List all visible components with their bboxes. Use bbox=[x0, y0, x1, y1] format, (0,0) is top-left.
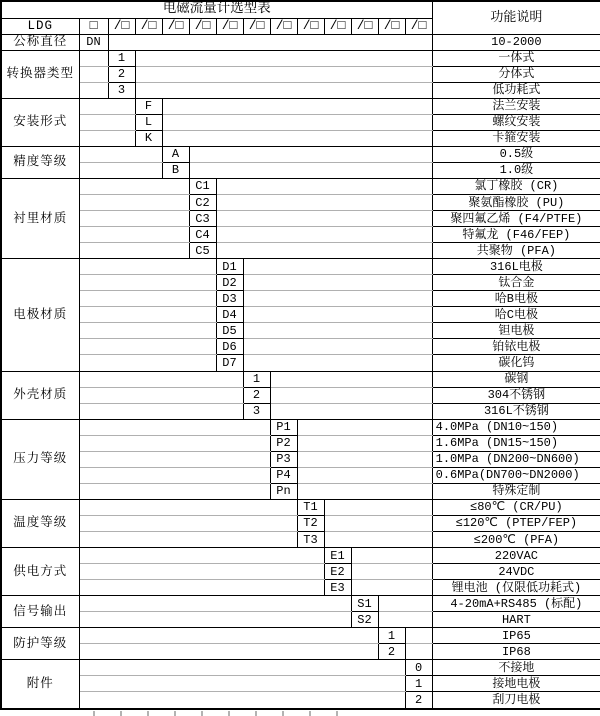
grid-spacer bbox=[79, 467, 270, 483]
option-code: 3 bbox=[108, 82, 135, 98]
option-code: D1 bbox=[216, 259, 243, 275]
grid-spacer bbox=[79, 403, 243, 419]
grid-spacer bbox=[79, 195, 189, 211]
grid-spacer bbox=[79, 548, 324, 564]
option-code: T1 bbox=[297, 499, 324, 515]
option-code: C4 bbox=[189, 227, 216, 243]
cropped-next-row-gridline-stubs bbox=[93, 711, 356, 716]
grid-spacer bbox=[79, 50, 108, 66]
option-desc: ≤120℃ (PTEP/FEP) bbox=[432, 515, 600, 531]
grid-spacer bbox=[243, 307, 432, 323]
grid-spacer bbox=[243, 355, 432, 371]
option-code: D4 bbox=[216, 307, 243, 323]
grid-spacer bbox=[324, 532, 432, 548]
model-code-slot: /□ bbox=[351, 18, 378, 34]
grid-spacer bbox=[79, 612, 351, 628]
option-desc: 碳化钨 bbox=[432, 355, 600, 371]
grid-spacer bbox=[79, 275, 216, 291]
grid-spacer bbox=[79, 98, 135, 114]
grid-spacer bbox=[270, 403, 432, 419]
option-code: 2 bbox=[243, 387, 270, 403]
grid-spacer bbox=[405, 644, 432, 660]
grid-spacer bbox=[135, 50, 432, 66]
option-desc: 法兰安装 bbox=[432, 98, 600, 114]
option-desc: 304不锈钢 bbox=[432, 387, 600, 403]
option-code: D3 bbox=[216, 291, 243, 307]
model-code-slot: /□ bbox=[297, 18, 324, 34]
option-code: D2 bbox=[216, 275, 243, 291]
grid-spacer bbox=[297, 467, 432, 483]
model-code-slot: /□ bbox=[189, 18, 216, 34]
option-desc: 聚氨酯橡胶 (PU) bbox=[432, 195, 600, 211]
grid-spacer bbox=[297, 483, 432, 499]
grid-spacer bbox=[79, 596, 351, 612]
grid-spacer bbox=[243, 339, 432, 355]
grid-spacer bbox=[79, 515, 297, 531]
option-code: 2 bbox=[378, 644, 405, 660]
option-desc: 锂电池 (仅限低功耗式) bbox=[432, 580, 600, 596]
grid-spacer bbox=[297, 435, 432, 451]
option-desc: 220VAC bbox=[432, 548, 600, 564]
grid-spacer bbox=[79, 243, 189, 259]
option-desc: ≤200℃ (PFA) bbox=[432, 532, 600, 548]
grid-spacer bbox=[79, 146, 162, 162]
grid-spacer bbox=[216, 195, 432, 211]
grid-spacer bbox=[135, 82, 432, 98]
grid-spacer bbox=[351, 548, 432, 564]
option-code: S1 bbox=[351, 596, 378, 612]
option-code: E2 bbox=[324, 564, 351, 580]
option-code: T2 bbox=[297, 515, 324, 531]
grid-spacer bbox=[79, 66, 108, 82]
option-code: C5 bbox=[189, 243, 216, 259]
grid-spacer bbox=[79, 628, 378, 644]
option-code: 2 bbox=[108, 66, 135, 82]
option-desc: 一体式 bbox=[432, 50, 600, 66]
option-desc: IP68 bbox=[432, 644, 600, 660]
model-code-slot: /□ bbox=[270, 18, 297, 34]
grid-spacer bbox=[79, 387, 243, 403]
option-desc: 哈B电极 bbox=[432, 291, 600, 307]
grid-spacer bbox=[405, 628, 432, 644]
model-code-prefix: LDG bbox=[1, 18, 79, 34]
category-label: 温度等级 bbox=[1, 499, 79, 547]
model-code-slot: /□ bbox=[405, 18, 432, 34]
grid-spacer bbox=[162, 130, 432, 146]
model-code-slot: /□ bbox=[216, 18, 243, 34]
option-code: P3 bbox=[270, 451, 297, 467]
grid-spacer bbox=[79, 451, 270, 467]
option-code: P1 bbox=[270, 419, 297, 435]
option-desc: 24VDC bbox=[432, 564, 600, 580]
option-code: C3 bbox=[189, 211, 216, 227]
grid-spacer bbox=[108, 34, 432, 50]
grid-spacer bbox=[351, 580, 432, 596]
option-code: D7 bbox=[216, 355, 243, 371]
grid-spacer bbox=[79, 676, 405, 692]
option-desc: 1.0MPa (DN200~DN600) bbox=[432, 451, 600, 467]
option-code: P4 bbox=[270, 467, 297, 483]
grid-spacer bbox=[189, 162, 432, 178]
option-desc: 聚四氟乙烯 (F4/PTFE) bbox=[432, 211, 600, 227]
option-desc: 1.0级 bbox=[432, 162, 600, 178]
category-label: 安装形式 bbox=[1, 98, 79, 146]
grid-spacer bbox=[243, 323, 432, 339]
option-code: E1 bbox=[324, 548, 351, 564]
option-desc: 不接地 bbox=[432, 660, 600, 676]
category-label: 附件 bbox=[1, 660, 79, 709]
model-code-slot: /□ bbox=[324, 18, 351, 34]
option-code: K bbox=[135, 130, 162, 146]
option-code: 1 bbox=[378, 628, 405, 644]
grid-spacer bbox=[216, 227, 432, 243]
option-desc: 1.6MPa (DN15~150) bbox=[432, 435, 600, 451]
grid-spacer bbox=[378, 596, 432, 612]
grid-spacer bbox=[79, 162, 162, 178]
grid-spacer bbox=[79, 82, 108, 98]
option-code: 0 bbox=[405, 660, 432, 676]
option-desc: 分体式 bbox=[432, 66, 600, 82]
grid-spacer bbox=[79, 435, 270, 451]
grid-spacer bbox=[243, 291, 432, 307]
grid-spacer bbox=[79, 291, 216, 307]
option-code: DN bbox=[79, 34, 108, 50]
grid-spacer bbox=[79, 580, 324, 596]
grid-spacer bbox=[79, 419, 270, 435]
category-label: 电极材质 bbox=[1, 259, 79, 371]
category-label: 精度等级 bbox=[1, 146, 79, 178]
table-title: 电磁流量计选型表 bbox=[1, 1, 432, 18]
grid-spacer bbox=[79, 114, 135, 130]
option-desc: 接地电极 bbox=[432, 676, 600, 692]
grid-spacer bbox=[79, 644, 378, 660]
option-code: 1 bbox=[405, 676, 432, 692]
grid-spacer bbox=[324, 499, 432, 515]
grid-spacer bbox=[216, 243, 432, 259]
model-code-slot: /□ bbox=[378, 18, 405, 34]
option-desc: 316L电极 bbox=[432, 259, 600, 275]
option-desc: 钛合金 bbox=[432, 275, 600, 291]
model-code-slot: /□ bbox=[243, 18, 270, 34]
option-desc: 316L不锈钢 bbox=[432, 403, 600, 419]
category-label: 压力等级 bbox=[1, 419, 79, 499]
option-code: 3 bbox=[243, 403, 270, 419]
option-desc: 刮刀电极 bbox=[432, 692, 600, 709]
option-desc: IP65 bbox=[432, 628, 600, 644]
grid-spacer bbox=[79, 130, 135, 146]
option-desc: 卡箍安装 bbox=[432, 130, 600, 146]
option-code: 1 bbox=[243, 371, 270, 387]
grid-spacer bbox=[79, 564, 324, 580]
grid-spacer bbox=[297, 419, 432, 435]
grid-spacer bbox=[79, 259, 216, 275]
option-code: A bbox=[162, 146, 189, 162]
grid-spacer bbox=[216, 211, 432, 227]
category-label: 转换器类型 bbox=[1, 50, 79, 98]
option-code: T3 bbox=[297, 532, 324, 548]
grid-spacer bbox=[162, 98, 432, 114]
grid-spacer bbox=[79, 307, 216, 323]
function-column-header: 功能说明 bbox=[432, 1, 600, 34]
option-desc: 碳钢 bbox=[432, 371, 600, 387]
grid-spacer bbox=[79, 339, 216, 355]
option-desc: 10-2000 bbox=[432, 34, 600, 50]
option-desc: 特殊定制 bbox=[432, 483, 600, 499]
grid-spacer bbox=[79, 211, 189, 227]
grid-spacer bbox=[79, 483, 270, 499]
option-code: 2 bbox=[405, 692, 432, 709]
option-desc: 低功耗式 bbox=[432, 82, 600, 98]
option-desc: 0.5级 bbox=[432, 146, 600, 162]
option-desc: 0.6MPa(DN700~DN2000) bbox=[432, 467, 600, 483]
grid-spacer bbox=[189, 146, 432, 162]
option-code: D5 bbox=[216, 323, 243, 339]
option-code: E3 bbox=[324, 580, 351, 596]
grid-spacer bbox=[79, 355, 216, 371]
model-code-slot: /□ bbox=[108, 18, 135, 34]
category-label: 信号输出 bbox=[1, 596, 79, 628]
model-code-slot: /□ bbox=[135, 18, 162, 34]
option-desc: 哈C电极 bbox=[432, 307, 600, 323]
grid-spacer bbox=[270, 387, 432, 403]
grid-spacer bbox=[162, 114, 432, 130]
grid-spacer bbox=[79, 323, 216, 339]
option-desc: 氯丁橡胶 (CR) bbox=[432, 178, 600, 194]
option-code: S2 bbox=[351, 612, 378, 628]
option-code: P2 bbox=[270, 435, 297, 451]
grid-spacer bbox=[79, 532, 297, 548]
grid-spacer bbox=[79, 499, 297, 515]
option-code: L bbox=[135, 114, 162, 130]
option-code: C2 bbox=[189, 195, 216, 211]
option-desc: 4.0MPa (DN10~150) bbox=[432, 419, 600, 435]
grid-spacer bbox=[297, 451, 432, 467]
category-label: 防护等级 bbox=[1, 628, 79, 660]
grid-spacer bbox=[378, 612, 432, 628]
option-desc: 螺纹安装 bbox=[432, 114, 600, 130]
option-desc: 共聚物 (PFA) bbox=[432, 243, 600, 259]
option-desc: HART bbox=[432, 612, 600, 628]
option-code: C1 bbox=[189, 178, 216, 194]
grid-spacer bbox=[216, 178, 432, 194]
option-code: B bbox=[162, 162, 189, 178]
model-code-slot: /□ bbox=[162, 18, 189, 34]
grid-spacer bbox=[351, 564, 432, 580]
grid-spacer bbox=[243, 259, 432, 275]
category-label: 供电方式 bbox=[1, 548, 79, 596]
grid-spacer bbox=[135, 66, 432, 82]
grid-spacer bbox=[79, 660, 405, 676]
grid-spacer bbox=[324, 515, 432, 531]
grid-spacer bbox=[270, 371, 432, 387]
option-code: Pn bbox=[270, 483, 297, 499]
option-desc: 4-20mA+RS485 (标配) bbox=[432, 596, 600, 612]
option-desc: ≤80℃ (CR/PU) bbox=[432, 499, 600, 515]
category-label: 外壳材质 bbox=[1, 371, 79, 419]
grid-spacer bbox=[79, 692, 405, 709]
option-desc: 钽电极 bbox=[432, 323, 600, 339]
option-desc: 特氟龙 (F46/FEP) bbox=[432, 227, 600, 243]
model-code-box: □ bbox=[79, 18, 108, 34]
category-label: 衬里材质 bbox=[1, 178, 79, 258]
option-code: F bbox=[135, 98, 162, 114]
option-desc: 铂铱电极 bbox=[432, 339, 600, 355]
option-code: D6 bbox=[216, 339, 243, 355]
category-label: 公称直径 bbox=[1, 34, 79, 50]
option-code: 1 bbox=[108, 50, 135, 66]
grid-spacer bbox=[79, 178, 189, 194]
grid-spacer bbox=[79, 227, 189, 243]
grid-spacer bbox=[243, 275, 432, 291]
grid-spacer bbox=[79, 371, 243, 387]
